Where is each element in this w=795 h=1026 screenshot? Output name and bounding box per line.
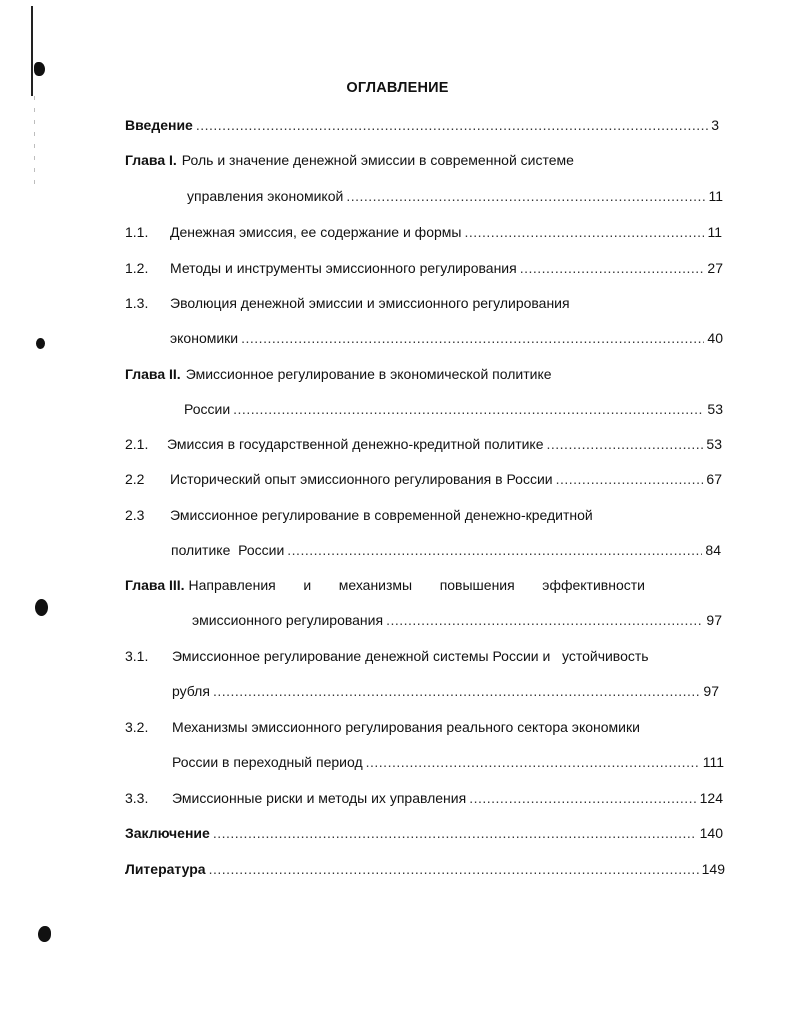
toc-entry-page: 149 — [701, 861, 725, 877]
toc-chapter-3-heading[interactable] — [125, 576, 645, 594]
toc-entry-label: Денежная эмиссия, ее содержание и формы — [170, 224, 462, 240]
toc-entry-page: 53 — [706, 436, 722, 452]
toc-entry-page: 140 — [699, 825, 723, 841]
leader-dots — [469, 789, 696, 807]
toc-entry-label: управления экономикой — [187, 188, 344, 204]
leader-dots — [213, 682, 700, 700]
toc-chapter-3-continuation[interactable] — [192, 611, 722, 629]
toc-entry-label: Механизмы эмиссионного регулирования реального сектора экономики — [172, 719, 640, 735]
section-number: 2.2 — [125, 471, 145, 487]
toc-entry-label: Эмиссия в государственной денежно-кредитной политике — [167, 436, 544, 452]
toc-entry-label: России в переходный период — [172, 754, 363, 770]
toc-entry-page: 124 — [699, 790, 723, 806]
section-number: 1.1. — [125, 224, 149, 240]
section-number: 3.2. — [125, 719, 149, 735]
leader-dots — [196, 116, 708, 134]
leader-dots — [547, 435, 704, 453]
section-number: 3.3. — [125, 790, 149, 806]
leader-dots — [346, 187, 705, 205]
ink-blot — [35, 599, 48, 616]
toc-entry-word: эффективности — [542, 577, 645, 593]
toc-entry-page: 27 — [707, 260, 723, 276]
toc-entry-literature[interactable] — [125, 860, 725, 878]
toc-entry-2-1[interactable] — [125, 435, 722, 453]
toc-entry-page: 3 — [711, 117, 719, 133]
toc-chapter-1-continuation[interactable] — [187, 187, 723, 205]
toc-entry-label: экономики — [170, 330, 239, 346]
toc-entry-label: эмиссионного регулирования — [192, 612, 384, 628]
toc-entry-label: Эволюция денежной эмиссии и эмиссионного регулирования — [170, 295, 570, 311]
toc-entry-3-2-continuation[interactable] — [172, 753, 724, 771]
leader-dots — [287, 541, 702, 559]
toc-entry-label: Введение — [125, 117, 193, 133]
toc-entry-1-3-continuation[interactable] — [170, 329, 723, 347]
toc-entry-page: 111 — [702, 754, 724, 770]
toc-entry-word: Направления — [188, 577, 276, 593]
toc-entry-page: 53 — [707, 401, 723, 417]
toc-entry-intro[interactable] — [125, 116, 719, 134]
toc-entry-1-1[interactable] — [125, 223, 722, 241]
section-number: 2.1. — [125, 436, 149, 452]
toc-entry-3-3[interactable] — [125, 789, 723, 807]
section-number: 3.1. — [125, 648, 149, 664]
toc-entry-label: Литература — [125, 861, 206, 877]
toc-chapter-2-heading[interactable] — [125, 365, 725, 383]
ink-blot — [34, 62, 45, 76]
toc-entry-word: и — [303, 577, 312, 593]
toc-entry-2-3-continuation[interactable] — [171, 541, 721, 559]
toc-entry-word: механизмы — [338, 577, 413, 593]
toc-entry-word: повышения — [439, 577, 515, 593]
leader-dots — [233, 400, 704, 418]
section-number: 1.3. — [125, 295, 149, 311]
toc-entry-label: Исторический опыт эмиссионного регулирования в России — [170, 471, 553, 487]
toc-entry-label: России — [184, 401, 231, 417]
toc-entry-page: 84 — [705, 542, 721, 558]
toc-entry-label: Эмиссионные риски и методы их управления — [172, 790, 467, 806]
toc-entry-page: 11 — [707, 224, 722, 240]
toc-entry-3-1-heading[interactable] — [125, 647, 745, 665]
toc-entry-label: Эмиссионное регулирование в экономической политике — [185, 366, 552, 382]
toc-entry-page: 11 — [708, 188, 723, 204]
toc-entry-label: Методы и инструменты эмиссионного регулирования — [170, 260, 517, 276]
toc-entry-page: 97 — [703, 683, 719, 699]
toc-entry-1-3-heading[interactable] — [125, 294, 725, 312]
chapter-3-line1-start — [125, 576, 276, 594]
toc-entry-label: рубля — [172, 683, 210, 699]
toc-entry-2-3-heading[interactable] — [125, 506, 725, 524]
toc-entry-label: Эмиссионное регулирование денежной системы России и устойчивость — [172, 648, 649, 664]
leader-dots — [464, 223, 704, 241]
leader-dots — [386, 611, 703, 629]
leader-dots — [520, 259, 705, 277]
toc-entry-3-2-heading[interactable] — [125, 718, 745, 736]
leader-dots — [209, 860, 699, 878]
toc-title: ОГЛАВЛЕНИЕ — [346, 80, 449, 96]
toc-entry-page: 67 — [706, 471, 722, 487]
toc-entry-label: политике России — [171, 542, 285, 558]
ink-blot — [36, 338, 45, 349]
chapter-prefix: Глава I. — [125, 152, 177, 168]
toc-entry-page: 40 — [707, 330, 723, 346]
toc-entry-2-2[interactable] — [125, 470, 722, 488]
toc-chapter-2-continuation[interactable] — [184, 400, 723, 418]
ink-blot — [38, 926, 51, 942]
leader-dots — [241, 329, 704, 347]
toc-entry-page: 97 — [706, 612, 722, 628]
toc-chapter-1-heading[interactable] — [125, 151, 725, 169]
toc-entry-conclusion[interactable] — [125, 824, 723, 842]
toc-entry-1-2[interactable] — [125, 259, 723, 277]
toc-entry-label: Заключение — [125, 825, 210, 841]
chapter-prefix: Глава III. — [125, 577, 185, 593]
leader-dots — [556, 470, 704, 488]
toc-entry-label: Роль и значение денежной эмиссии в современной системе — [181, 152, 574, 168]
section-number: 1.2. — [125, 260, 149, 276]
scan-edge-line-faint — [34, 96, 35, 186]
toc-entry-label: Эмиссионное регулирование в современной денежно-кредитной — [170, 507, 593, 523]
leader-dots — [213, 824, 697, 842]
toc-entry-3-1-continuation[interactable] — [172, 682, 719, 700]
leader-dots — [366, 753, 700, 771]
section-number: 2.3 — [125, 507, 145, 523]
chapter-prefix: Глава II. — [125, 366, 181, 382]
